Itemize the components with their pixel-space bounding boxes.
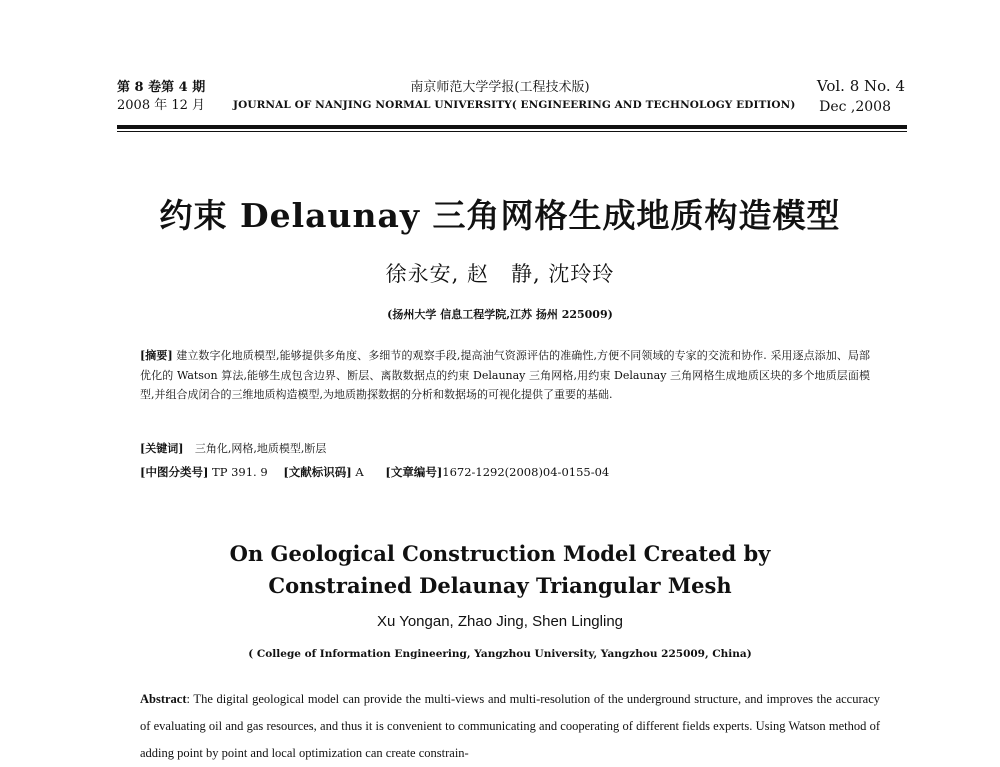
paper-title-en-line1: On Geological Construction Model Created by [229,541,771,566]
abstract-en [140,686,880,767]
abstract-en-label: Abstract [140,692,187,706]
affiliation-zh: (扬州大学 信息工程学院,江苏 扬州 225009) [387,308,613,321]
header-rule-thick [117,125,907,129]
keywords-zh [140,440,326,456]
paper-title-en-line2: Constrained Delaunay Triangular Mesh [268,573,732,598]
affiliation-en: ( College of Information Engineering, Yangzhou University, Yangzhou 225009, China) [248,648,752,660]
header-journal-zh: 南京师范大学学报(工程技术版) [410,80,590,95]
header-volume-zh: 第 8 卷第 4 期 [117,80,206,95]
authors-en: Xu Yongan, Zhao Jing, Shen Lingling [376,613,624,630]
abstract-zh-label: [摘要] [140,349,173,362]
abstract-zh-text: 建立数字化地质模型,能够提供多角度、多细节的观察手段,提高油气资源评估的准确性,方便不同领域的专家的交流和协作. 采用逐点添加、局部优化的 Watson 算法,能够生成包含边界、断层、离散数据点的约束 Delaunay 三角网格,用约束 Delaunay 三角网格生成地质区块的多个地质层面模型,并组合成闭合的三维地质构造模型,为地质勘探数据的分析和数据场的可视化提供了重要的基础. [140,349,870,401]
header-journal-en: JOURNAL OF NANJING NORMAL UNIVERSITY( ENGINEERING AND TECHNOLOGY EDITION) [233,99,796,111]
authors-zh: 徐永安, 赵 静, 沈玲玲 [385,262,615,286]
header-volume-en: Vol. 8 No. 4 [816,77,905,95]
article-no-value: 1672-1292(2008)04-0155-04 [442,465,610,479]
keywords-zh-label: [关键词] [140,442,184,455]
paper-title-zh: 约束 Delaunay 三角网格生成地质构造模型 [159,196,841,235]
header-date-en: Dec ,2008 [819,99,891,115]
abstract-en-text: : The digital geological model can provide the multi-views and multi-resolution of the underground structure, and improves the accuracy of evaluating oil and gas resources, and thus it is convenient to communicating and cooperating of different fields experts. Using Watson method of adding point by point and local optimization can create constrain- [140,692,880,760]
clc-label: [中图分类号] [140,465,209,479]
classification-line [140,464,609,480]
header-rule-thin [117,131,907,132]
abstract-zh [140,346,870,405]
paper-title-en [0,538,1000,602]
article-no-label: [文章编号] [385,465,443,479]
clc-value: TP 391. 9 [212,465,268,479]
header-date-zh: 2008 年 12 月 [117,98,206,113]
keywords-zh-text: 三角化,网格,地质模型,断层 [194,442,327,455]
doc-code-value: A [355,465,364,479]
doc-code-label: [文献标识码] [283,465,352,479]
